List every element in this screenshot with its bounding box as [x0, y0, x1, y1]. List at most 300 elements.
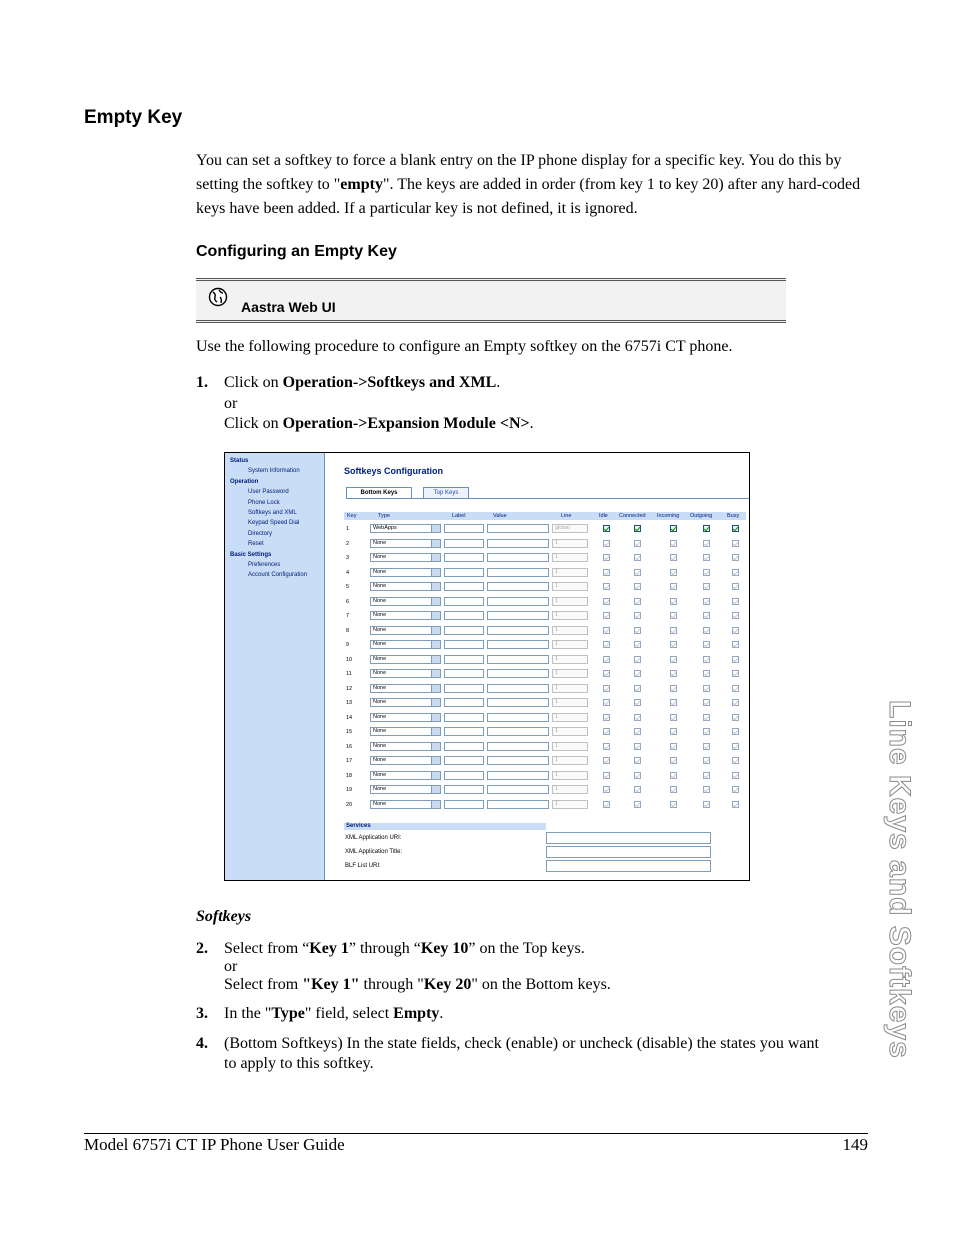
state-checkbox[interactable]: [703, 728, 710, 735]
state-checkbox[interactable]: [670, 714, 677, 721]
state-checkbox[interactable]: [670, 598, 677, 605]
state-checkbox[interactable]: [670, 641, 677, 648]
globe-icon: [208, 287, 228, 307]
state-checkbox[interactable]: [634, 612, 641, 619]
key-number: 6: [346, 598, 350, 605]
line-value: 1: [555, 641, 559, 647]
state-checkbox[interactable]: [634, 670, 641, 677]
line-select[interactable]: [552, 582, 588, 591]
type-value: None: [373, 786, 387, 792]
label-input[interactable]: [444, 684, 484, 693]
state-checkbox[interactable]: [603, 772, 610, 779]
line-select[interactable]: [552, 727, 588, 736]
state-checkbox[interactable]: [603, 670, 610, 677]
line-select[interactable]: [552, 524, 588, 533]
value-input[interactable]: [487, 640, 549, 649]
label-input[interactable]: [444, 742, 484, 751]
line-value: 1: [555, 554, 559, 560]
state-checkbox[interactable]: [603, 627, 610, 634]
chevron-down-icon: [431, 656, 440, 663]
state-checkbox[interactable]: [703, 670, 710, 677]
state-checkbox[interactable]: [670, 685, 677, 692]
chapter-side-tab: Line Keys and Softkeys: [883, 700, 916, 1059]
chevron-down-icon: [431, 772, 440, 779]
value-input[interactable]: [487, 698, 549, 707]
step-2-line-b: Select from "Key 1" through "Key 20" on the Bottom keys.: [224, 976, 611, 993]
value-input[interactable]: [487, 742, 549, 751]
line-value: 1: [555, 786, 559, 792]
table-header: [344, 512, 746, 520]
value-input[interactable]: [487, 756, 549, 765]
state-checkbox[interactable]: [670, 612, 677, 619]
step-1-line-b: Click on Operation->Expansion Module <N>.: [224, 415, 534, 432]
nav-link[interactable]: Preferences: [248, 562, 281, 568]
state-checkbox[interactable]: [703, 641, 710, 648]
state-checkbox[interactable]: [732, 801, 739, 808]
state-checkbox[interactable]: [670, 569, 677, 576]
table-row: [344, 668, 746, 680]
figure-caption: Softkeys: [196, 908, 252, 925]
line-select[interactable]: [552, 713, 588, 722]
label-input[interactable]: [444, 568, 484, 577]
key-number: 1: [346, 526, 350, 532]
step-2-line-a: Select from “Key 1” through “Key 10” on the Top keys.: [224, 940, 585, 957]
value-input[interactable]: [487, 582, 549, 591]
chevron-down-icon: [431, 743, 440, 750]
state-checkbox[interactable]: [634, 627, 641, 634]
blf-uri-input[interactable]: [546, 860, 711, 872]
type-value: None: [373, 539, 387, 546]
state-checkbox[interactable]: [603, 540, 610, 547]
label-input[interactable]: [444, 727, 484, 736]
state-checkbox[interactable]: [634, 714, 641, 721]
softkeys-title: Softkeys Configuration: [344, 466, 444, 476]
line-select[interactable]: [552, 756, 588, 765]
xml-title-input[interactable]: [546, 846, 711, 858]
value-input[interactable]: [487, 655, 549, 664]
state-checkbox[interactable]: [732, 728, 739, 735]
value-input[interactable]: [487, 669, 549, 678]
column-header: Type: [378, 513, 390, 519]
value-input[interactable]: [487, 785, 549, 794]
state-checkbox[interactable]: [670, 554, 677, 561]
state-checkbox[interactable]: [703, 554, 710, 561]
column-header: Label: [452, 513, 466, 519]
chevron-down-icon: [431, 525, 440, 532]
line-select[interactable]: [552, 597, 588, 606]
key-number: 11: [346, 671, 352, 677]
state-checkbox[interactable]: [703, 656, 710, 663]
key-number: 10: [346, 656, 353, 663]
state-checkbox[interactable]: [670, 772, 677, 779]
state-checkbox[interactable]: [732, 554, 739, 561]
state-checkbox[interactable]: [670, 728, 677, 735]
state-checkbox[interactable]: [703, 699, 710, 706]
state-checkbox[interactable]: [703, 786, 710, 793]
label-input[interactable]: [444, 655, 484, 664]
table-row: [344, 581, 746, 593]
table-row: [344, 639, 746, 651]
step-2-or: or: [224, 958, 238, 975]
state-checkbox[interactable]: [732, 641, 739, 648]
step-4: [196, 1034, 876, 1076]
type-select[interactable]: [370, 597, 441, 606]
table-row: [344, 712, 746, 724]
type-select[interactable]: [370, 640, 441, 649]
state-checkbox[interactable]: [670, 540, 677, 547]
state-checkbox[interactable]: [670, 656, 677, 663]
state-checkbox[interactable]: [732, 583, 739, 590]
chevron-down-icon: [431, 685, 440, 692]
type-value: None: [373, 612, 387, 618]
state-checkbox[interactable]: [732, 598, 739, 605]
chevron-down-icon: [431, 641, 440, 648]
state-checkbox[interactable]: [603, 685, 610, 692]
state-checkbox[interactable]: [732, 786, 739, 793]
banner-label: Aastra Web UI: [241, 299, 336, 315]
tab-divider: [346, 498, 749, 499]
state-checkbox[interactable]: [603, 728, 610, 735]
state-checkbox[interactable]: [634, 757, 641, 764]
type-value: None: [373, 554, 387, 560]
label-input[interactable]: [444, 640, 484, 649]
type-select[interactable]: [370, 771, 441, 780]
state-checkbox[interactable]: [634, 786, 641, 793]
type-select[interactable]: [370, 756, 441, 765]
type-select[interactable]: [370, 785, 441, 794]
state-checkbox[interactable]: [634, 554, 641, 561]
nav-section: Operation: [230, 478, 259, 485]
type-value: None: [373, 771, 387, 778]
value-input[interactable]: [487, 684, 549, 693]
state-checkbox[interactable]: [603, 554, 610, 561]
procedure-intro: Use the following procedure to configure an Empty softkey on the 6757i CT phone.: [196, 338, 733, 355]
line-select[interactable]: [552, 553, 588, 562]
step-number: 3.: [196, 1005, 208, 1022]
type-value: None: [373, 583, 387, 589]
nav-link[interactable]: Keypad Speed Dial: [248, 520, 300, 527]
type-select[interactable]: [370, 582, 441, 591]
key-number: 12: [346, 685, 353, 692]
state-checkbox[interactable]: [732, 656, 739, 663]
step-4-line-1: (Bottom Softkeys) In the state fields, check (enable) or uncheck (disable) the states you want: [224, 1035, 819, 1052]
state-checkbox[interactable]: [634, 743, 641, 750]
state-checkbox[interactable]: [603, 569, 610, 576]
key-number: 16: [346, 743, 353, 750]
line-select[interactable]: [552, 669, 588, 678]
line-value: 1: [555, 583, 559, 589]
state-checkbox[interactable]: [634, 583, 641, 590]
table-row: [344, 755, 746, 767]
state-checkbox[interactable]: [670, 801, 677, 808]
table-row: [344, 799, 746, 811]
state-checkbox[interactable]: [634, 801, 641, 808]
type-select[interactable]: [370, 713, 441, 722]
line-value: 1: [555, 670, 559, 676]
line-value: 1: [555, 800, 559, 807]
value-input[interactable]: [487, 771, 549, 780]
state-checkbox[interactable]: [670, 699, 677, 706]
line-select[interactable]: [552, 800, 588, 809]
type-value: None: [373, 597, 387, 604]
key-number: 4: [346, 569, 350, 576]
state-checkbox[interactable]: [703, 612, 710, 619]
line-select[interactable]: [552, 655, 588, 664]
label-input[interactable]: [444, 597, 484, 606]
state-checkbox[interactable]: [670, 525, 677, 532]
type-value: None: [373, 713, 387, 720]
line-value: 1: [555, 713, 559, 720]
column-header: Value: [493, 513, 507, 519]
line-value: 1: [555, 568, 559, 575]
state-checkbox[interactable]: [670, 786, 677, 793]
state-checkbox[interactable]: [703, 757, 710, 764]
type-select[interactable]: [370, 800, 441, 809]
column-header: Idle: [599, 513, 608, 519]
key-number: 13: [346, 700, 353, 706]
step-1-or: or: [224, 395, 238, 412]
step-number: 4.: [196, 1035, 208, 1052]
state-checkbox[interactable]: [732, 772, 739, 779]
nav-link[interactable]: System Information: [248, 468, 300, 475]
line-select[interactable]: [552, 684, 588, 693]
state-checkbox[interactable]: [732, 612, 739, 619]
state-checkbox[interactable]: [670, 743, 677, 750]
state-checkbox[interactable]: [703, 714, 710, 721]
key-number: 9: [346, 642, 350, 648]
chevron-down-icon: [431, 612, 440, 619]
state-checkbox[interactable]: [732, 670, 739, 677]
state-checkbox[interactable]: [703, 743, 710, 750]
value-input[interactable]: [487, 626, 549, 635]
label-input[interactable]: [444, 771, 484, 780]
type-select[interactable]: [370, 524, 441, 533]
key-number: 7: [346, 613, 350, 619]
label-input[interactable]: [444, 524, 484, 533]
column-header: Connected: [619, 513, 646, 519]
softkeys-screenshot: [224, 452, 750, 881]
state-checkbox[interactable]: [634, 540, 641, 547]
line-value: 1: [555, 742, 559, 749]
nav-pane: [225, 453, 325, 880]
type-select[interactable]: [370, 684, 441, 693]
table-row: [344, 741, 746, 753]
state-checkbox[interactable]: [732, 714, 739, 721]
nav-link[interactable]: Directory: [248, 530, 273, 537]
state-checkbox[interactable]: [603, 757, 610, 764]
type-value: None: [373, 568, 387, 575]
key-number: 19: [346, 787, 353, 793]
tab-top-keys[interactable]: Top Keys: [423, 487, 469, 499]
column-header: Outgoing: [690, 513, 713, 519]
nav-section: Basic Settings: [230, 551, 272, 558]
state-checkbox[interactable]: [634, 569, 641, 576]
line-select[interactable]: [552, 742, 588, 751]
state-checkbox[interactable]: [703, 583, 710, 590]
type-value: None: [373, 626, 387, 633]
state-checkbox[interactable]: [732, 525, 739, 532]
state-checkbox[interactable]: [703, 685, 710, 692]
state-checkbox[interactable]: [634, 772, 641, 779]
step-4-line-2: to apply to this softkey.: [224, 1055, 374, 1072]
nav-link[interactable]: Softkeys and XML: [248, 510, 297, 516]
nav-link[interactable]: Account Configuration: [248, 572, 308, 579]
state-checkbox[interactable]: [634, 699, 641, 706]
subsection-heading: Configuring an Empty Key: [196, 243, 397, 260]
type-select[interactable]: [370, 742, 441, 751]
state-checkbox[interactable]: [603, 656, 610, 663]
type-select[interactable]: [370, 655, 441, 664]
state-checkbox[interactable]: [732, 757, 739, 764]
state-checkbox[interactable]: [703, 540, 710, 547]
state-checkbox[interactable]: [703, 627, 710, 634]
key-number: 2: [346, 540, 350, 547]
state-checkbox[interactable]: [732, 627, 739, 634]
state-checkbox[interactable]: [670, 757, 677, 764]
label-input[interactable]: [444, 756, 484, 765]
line-value: 1: [555, 612, 559, 618]
line-value: 1: [555, 597, 559, 604]
state-checkbox[interactable]: [703, 569, 710, 576]
state-checkbox[interactable]: [634, 525, 641, 532]
state-checkbox[interactable]: [603, 598, 610, 605]
label-input[interactable]: [444, 611, 484, 620]
label-input[interactable]: [444, 626, 484, 635]
state-checkbox[interactable]: [732, 699, 739, 706]
type-select[interactable]: [370, 611, 441, 620]
type-select[interactable]: [370, 553, 441, 562]
value-input[interactable]: [487, 524, 549, 533]
state-checkbox[interactable]: [670, 583, 677, 590]
label-input[interactable]: [444, 800, 484, 809]
state-checkbox[interactable]: [732, 540, 739, 547]
type-select[interactable]: [370, 669, 441, 678]
xml-uri-label: XML Application URI:: [345, 835, 402, 841]
step-1-line-a: Click on Operation->Softkeys and XML.: [224, 374, 501, 391]
web-ui-banner: [196, 278, 786, 323]
line-select[interactable]: [552, 771, 588, 780]
column-header: Busy: [727, 513, 740, 519]
line-select[interactable]: [552, 611, 588, 620]
nav-section: Status: [230, 458, 249, 464]
type-value: None: [373, 655, 387, 662]
line-select[interactable]: [552, 626, 588, 635]
key-number: 18: [346, 772, 353, 779]
state-checkbox[interactable]: [634, 641, 641, 648]
nav-link[interactable]: Reset: [248, 541, 264, 548]
table-row: [344, 567, 746, 579]
label-input[interactable]: [444, 553, 484, 562]
line-value: 1: [555, 771, 559, 778]
state-checkbox[interactable]: [634, 656, 641, 663]
chevron-down-icon: [431, 540, 440, 547]
line-select[interactable]: [552, 785, 588, 794]
state-checkbox[interactable]: [603, 801, 610, 808]
nav-link[interactable]: User Password: [248, 489, 289, 496]
label-input[interactable]: [444, 539, 484, 548]
state-checkbox[interactable]: [603, 786, 610, 793]
value-input[interactable]: [487, 568, 549, 577]
state-checkbox[interactable]: [703, 525, 710, 532]
line-select[interactable]: [552, 640, 588, 649]
type-value: None: [373, 742, 387, 749]
state-checkbox[interactable]: [603, 612, 610, 619]
key-number: 8: [346, 627, 350, 634]
line-value: 1: [555, 539, 559, 546]
chevron-down-icon: [431, 598, 440, 605]
key-number: 14: [346, 714, 353, 721]
state-checkbox[interactable]: [603, 641, 610, 648]
value-input[interactable]: [487, 611, 549, 620]
state-checkbox[interactable]: [703, 772, 710, 779]
type-select[interactable]: [370, 626, 441, 635]
state-checkbox[interactable]: [670, 670, 677, 677]
type-select[interactable]: [370, 727, 441, 736]
label-input[interactable]: [444, 582, 484, 591]
step-number: 2.: [196, 940, 208, 957]
chevron-down-icon: [431, 728, 440, 735]
column-header: Line: [561, 513, 572, 519]
label-input[interactable]: [444, 713, 484, 722]
table-row: [344, 538, 746, 550]
type-select[interactable]: [370, 539, 441, 548]
label-input[interactable]: [444, 785, 484, 794]
type-select[interactable]: [370, 698, 441, 707]
value-input[interactable]: [487, 727, 549, 736]
value-input[interactable]: [487, 800, 549, 809]
xml-uri-input[interactable]: [546, 832, 711, 844]
value-input[interactable]: [487, 539, 549, 548]
services-header: Services: [344, 823, 546, 830]
nav-link[interactable]: Phone Lock: [248, 499, 280, 506]
line-value: 1: [555, 655, 559, 662]
state-checkbox[interactable]: [670, 627, 677, 634]
state-checkbox[interactable]: [703, 598, 710, 605]
state-checkbox[interactable]: [603, 743, 610, 750]
state-checkbox[interactable]: [634, 685, 641, 692]
state-checkbox[interactable]: [603, 699, 610, 706]
key-number: 20: [346, 801, 353, 808]
state-checkbox[interactable]: [732, 569, 739, 576]
value-input[interactable]: [487, 597, 549, 606]
line-select[interactable]: [552, 568, 588, 577]
step-2: [196, 939, 796, 997]
label-input[interactable]: [444, 698, 484, 707]
xml-title-label: XML Application Title:: [345, 849, 403, 855]
tab-bottom-keys[interactable]: Bottom Keys: [346, 487, 412, 499]
state-checkbox[interactable]: [634, 598, 641, 605]
state-checkbox[interactable]: [634, 728, 641, 735]
chevron-down-icon: [431, 699, 440, 706]
value-input[interactable]: [487, 713, 549, 722]
state-checkbox[interactable]: [603, 583, 610, 590]
line-value: 1: [555, 684, 559, 691]
line-value: 1: [555, 626, 559, 633]
type-value: None: [373, 670, 387, 676]
state-checkbox[interactable]: [732, 743, 739, 750]
chevron-down-icon: [431, 757, 440, 764]
value-input[interactable]: [487, 553, 549, 562]
state-checkbox[interactable]: [732, 685, 739, 692]
state-checkbox[interactable]: [603, 525, 610, 532]
type-select[interactable]: [370, 568, 441, 577]
state-checkbox[interactable]: [603, 714, 610, 721]
label-input[interactable]: [444, 669, 484, 678]
line-select[interactable]: [552, 698, 588, 707]
line-select[interactable]: [552, 539, 588, 548]
state-checkbox[interactable]: [703, 801, 710, 808]
intro-paragraph: You can set a softkey to force a blank entry on the IP phone display for a specific key. You do this by setting the softkey to "empty". The keys are added in order (from key 1 to key 20) after any hard-coded keys have been added. If a particular key is not defined, it is ignored.: [196, 152, 861, 217]
